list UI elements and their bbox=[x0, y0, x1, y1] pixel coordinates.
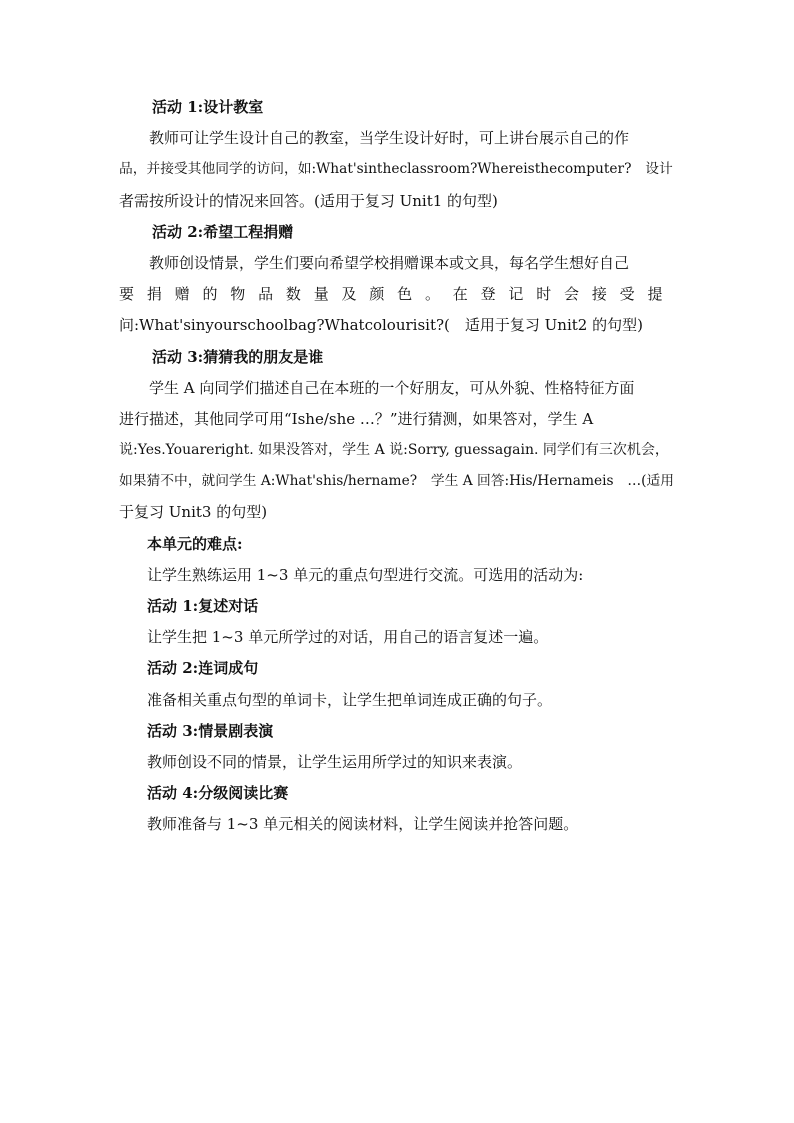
activity-1-line-3: 者需按所设计的情况来回答。(适用于复习 Unit1 的句型) bbox=[119, 191, 498, 210]
difficult-points-heading: 本单元的难点: bbox=[147, 534, 243, 553]
activity-3-line-3: 说:Yes.Youareright. 如果没答对，学生 A 说:Sorry, guessagain. 同学们有三次机会， bbox=[119, 442, 669, 459]
activity-1-line-2: 品，并接受其他同学的访问，如:What'sintheclassroom?Whereisthecomputer? 设计 bbox=[119, 161, 673, 178]
difficult-activity-2-heading: 活动 2:连词成句 bbox=[147, 659, 259, 678]
difficult-activity-4-text: 教师准备与 1~3 单元相关的阅读材料，让学生阅读并抢答问题。 bbox=[147, 815, 579, 834]
difficult-activity-4-heading: 活动 4:分级阅读比赛 bbox=[147, 784, 289, 803]
activity-3-line-2: 进行描述，其他同学可用“Ishe/she …？”进行猜测，如果答对，学生 A bbox=[119, 409, 594, 428]
difficult-activity-1-heading: 活动 1:复述对话 bbox=[147, 597, 259, 615]
activity-2-line-3: 问:What'sinyourschoolbag?Whatcolourisit?( 适用于复习 Unit2 的句型) bbox=[119, 316, 643, 335]
difficult-points-intro: 让学生熟练运用 1~3 单元的重点句型进行交流。可选用的活动为: bbox=[147, 565, 584, 584]
activity-3-line-5: 于复习 Unit3 的句型) bbox=[119, 503, 268, 522]
activity-2-line-2: 要捐赠的物品数量及颜色。在登记时会接受提 bbox=[119, 285, 675, 304]
difficult-activity-1-text: 让学生把 1~3 单元所学过的对话，用自己的语言复述一遍。 bbox=[147, 628, 549, 647]
activity-3-line-4: 如果猜不中，就问学生 A:What'shis/hername? 学生 A 回答:His/Hernameis …(适用 bbox=[119, 473, 674, 490]
activity-1-heading: 活动 1:设计教室 bbox=[152, 98, 264, 116]
activity-3-line-1: 学生 A 向同学们描述自己在本班的一个好朋友，可从外貌、性格特征方面 bbox=[149, 378, 635, 397]
activity-3-heading: 活动 3:猜猜我的朋友是谁 bbox=[152, 347, 324, 366]
activity-1-line-1: 教师可让学生设计自己的教室，当学生设计好时，可上讲台展示自己的作 bbox=[149, 129, 630, 148]
activity-2-heading: 活动 2:希望工程捐赠 bbox=[152, 222, 294, 241]
difficult-activity-3-heading: 活动 3:情景剧表演 bbox=[147, 721, 274, 740]
difficult-activity-2-text: 准备相关重点句型的单词卡，让学生把单词连成正确的句子。 bbox=[147, 690, 553, 709]
activity-2-line-1: 教师创设情景，学生们要向希望学校捐赠课本或文具，每名学生想好自己 bbox=[149, 253, 630, 272]
difficult-activity-3-text: 教师创设不同的情景，让学生运用所学过的知识来表演。 bbox=[147, 752, 523, 771]
document-body bbox=[119, 92, 675, 841]
